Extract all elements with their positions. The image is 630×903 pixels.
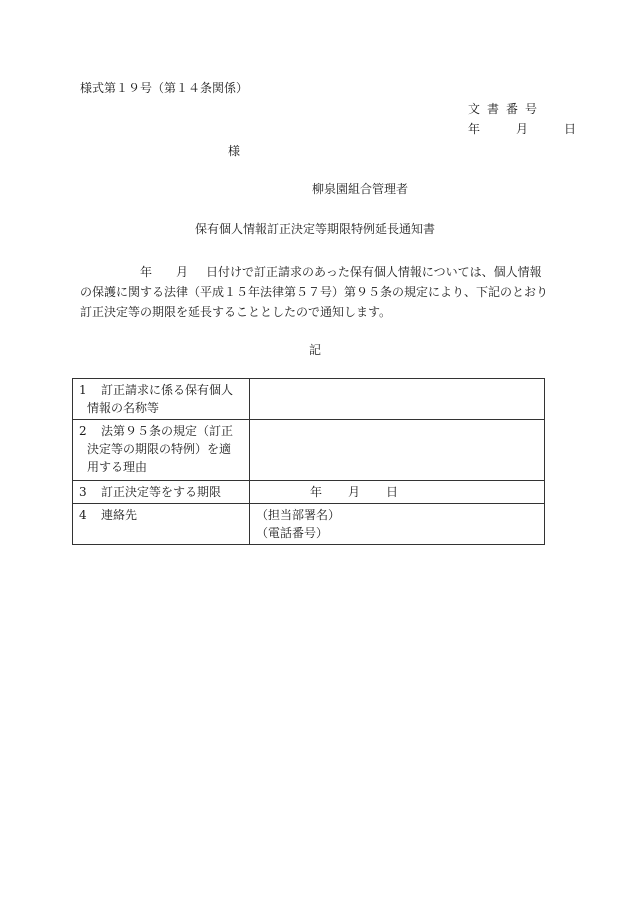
row-value-deadline: [250, 481, 545, 504]
row-number: 2: [79, 424, 87, 438]
notice-body: [80, 262, 552, 322]
row-label-text: 情報の名称等: [87, 401, 160, 415]
row-label-reason: [73, 420, 250, 481]
form-number: 様式第１９号（第１４条関係）: [80, 81, 249, 95]
contact-phone: （電話番号）: [256, 526, 329, 540]
row-label-text: 法第９５条の規定（訂正: [101, 424, 234, 438]
document-number-label: 文書番号: [468, 102, 545, 116]
row-label-text: 訂正決定等をする期限: [101, 485, 222, 499]
body-year-label: 年: [140, 265, 153, 279]
row-label-text: 用する理由: [87, 460, 148, 474]
table-row: [73, 379, 545, 420]
row-number: 1: [79, 383, 87, 397]
row-label-text: 連絡先: [101, 508, 138, 522]
deadline-day-label: 日: [386, 485, 399, 499]
body-month-label: 月: [176, 265, 189, 279]
date-day-label: 日: [564, 122, 577, 136]
body-line-3: 訂正決定等の期限を延長することとしたので通知します。: [80, 305, 392, 319]
body-line-1-text: 日付けで訂正請求のあった保有個人情報については、個人情報: [206, 265, 542, 279]
table-row: [73, 420, 545, 481]
details-table: [72, 378, 545, 545]
issuer-name: 柳泉園組合管理者: [312, 182, 409, 196]
issue-date: [468, 121, 576, 137]
row-label-requested-info: [73, 379, 250, 420]
body-line-1: [80, 262, 552, 282]
ki-heading: 記: [308, 343, 321, 357]
row-number: 4: [79, 508, 87, 522]
row-number: 3: [79, 485, 87, 499]
contact-department: （担当部署名）: [256, 508, 341, 522]
row-label-deadline: [73, 481, 250, 504]
row-value-requested-info: [250, 379, 545, 420]
row-label-text: 訂正請求に係る保有個人: [101, 383, 234, 397]
table-row: [73, 504, 545, 545]
addressee-suffix: 様: [228, 144, 241, 158]
row-label-contact: [73, 504, 250, 545]
body-line-2: の保護に関する法律（平成１５年法律第５７号）第９５条の規定により、下記のとおり: [80, 285, 549, 299]
row-value-contact: [250, 504, 545, 545]
date-year-label: 年: [468, 122, 481, 136]
deadline-year-label: 年: [310, 485, 323, 499]
row-value-reason: [250, 420, 545, 481]
document-title: 保有個人情報訂正決定等期限特例延長通知書: [194, 222, 435, 236]
table-row: [73, 481, 545, 504]
date-month-label: 月: [516, 122, 529, 136]
deadline-month-label: 月: [348, 485, 361, 499]
row-label-text: 決定等の期限の特例）を適: [87, 442, 232, 456]
